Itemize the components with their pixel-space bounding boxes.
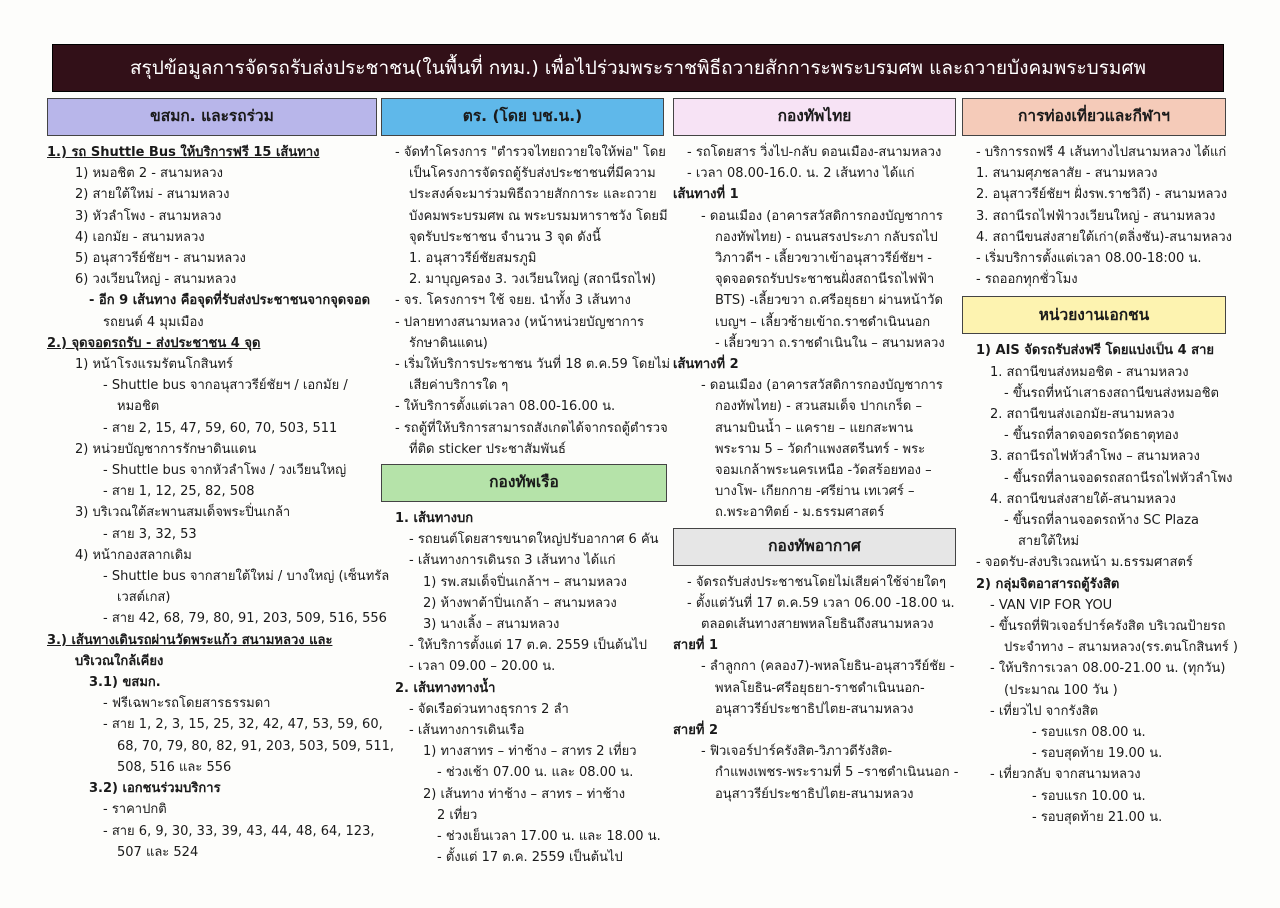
column-police-navy [381,98,671,869]
section-line: 2) เส้นทาง ท่าช้าง – สาทร – ท่าช้าง [423,786,626,802]
section-line: 3) บริเวณใต้สะพานสมเด็จพระปิ่นเกล้า [75,505,291,521]
section-line: 2. เส้นทางทางน้ำ [395,680,496,696]
section-line: 3) หัวลำโพง - สนามหลวง [75,208,222,224]
section-airforce [673,528,959,805]
section-navy [381,464,667,868]
section-bmta [47,98,395,863]
section-line: - ตั้งแต่ 17 ต.ค. 2559 เป็นต้นไป [437,850,623,866]
section-line: - VAN VIP FOR YOU [990,597,1113,613]
section-line: - ช่วงเย็นเวลา 17.00 น. และ 18.00 น. [437,829,661,845]
section-line: 1) หน้าโรงแรมรัตนโกสินทร์ [75,357,234,373]
section-line: - Shuttle bus จากสายใต้ใหม่ / บางใหญ่ (เซ็นทรัล [103,569,390,585]
section-line: - จัดเรือด่วนทางธุรการ 2 ลำ [409,701,569,717]
section-line: 5) อนุสาวรีย์ชัยฯ - สนามหลวง [75,251,246,267]
section-line: สนามบินน้ำ – แคราย – แยกสะพาน [715,420,914,436]
section-line: เป็นโครงการจัดรถตู้รับส่งประชาชนที่มีความ [409,166,656,182]
section-line: - เวลา 09.00 – 20.00 น. [409,659,556,675]
section-line: 4. สถานีขนส่งสายใต้-สนามหลวง [990,491,1176,507]
section-line: - สาย 1, 12, 25, 82, 508 [103,484,255,500]
section-line: - รอบสุดท้าย 21.00 น. [1032,809,1163,825]
section-line: 1. สนามศุภชลาสัย - สนามหลวง [976,166,1158,182]
section-line: 3. สถานีรถไฟหัวลำโพง – สนามหลวง [990,449,1200,465]
section-line: 3.1) ขสมก. [89,675,161,691]
section-line: - เที่ยวกลับ จากสนามหลวง [990,767,1141,783]
section-line: 508, 516 และ 556 [117,759,232,775]
section-line: 2) หน่วยบัญชาการรักษาดินแดน [75,441,257,457]
section-line: กองทัพไทย) - ถนนสรงประภา กลับรถไป [715,229,938,245]
section-line: - ขึ้นรถที่ลานจอดรถห้าง SC Plaza [1004,513,1199,529]
section-line: - จร. โครงการฯ ใช้ จยย. นำทั้ง 3 เส้นทาง [395,293,631,309]
section-line: เส้นทางที่ 1 [673,187,739,203]
section-line: - รอบแรก 08.00 น. [1032,725,1146,741]
section-line: พหลโยธิน-ศรีอยุธยา-ราชดำเนินนอก- [715,680,925,696]
section-line: 1. สถานีขนส่งหมอชิต - สนามหลวง [990,364,1189,380]
section-army [673,98,956,524]
section-line: 4. สถานีขนส่งสายใต้เก่า(ตลิ่งชัน)-สนามหลวง [976,229,1233,245]
section-line: 3) นางเลิ้ง – สนามหลวง [423,617,560,633]
section-line: 4) หน้ากองสลากเดิม [75,547,192,563]
section-line: - Shuttle bus จากหัวลำโพง / วงเวียนใหญ่ [103,463,347,479]
section-line: - ให้บริการเวลา 08.00-21.00 น. (ทุกวัน) [990,661,1226,677]
section-line: - ฟิวเจอร์ปาร์ครังสิต-วิภาวดีรังสิต- [701,744,893,760]
section-line: 2) ห้างพาต้าปิ่นเกล้า – สนามหลวง [423,595,617,611]
section-line: 2. อนุสาวรีย์ชัยฯ ฝั่งรพ.ราชวิถี) - สนามหลวง [976,187,1228,203]
section-line: ถ.พระอาทิตย์ - ม.ธรรมศาสตร์ [715,505,885,521]
section-line: 4) เอกมัย - สนามหลวง [75,229,205,245]
section-line: พระราม 5 – วัดกำแพงสตรีนทร์ - พระ [715,441,926,457]
section-header-police: ตร. (โดย บช.น.) [381,98,664,136]
section-line: หมอชิต [117,399,160,415]
section-line: - จัดทำโครงการ "ตำรวจไทยถวายใจให้พ่อ" โดย [395,145,666,160]
section-line: 3.) เส้นทางเดินรถผ่านวัดพระแก้ว สนามหลวง และ [47,632,333,648]
section-line: 1) AIS จัดรถรับส่งฟรี โดยแบ่งเป็น 4 สาย [976,343,1214,359]
section-line: 1. อนุสาวรีย์ชัยสมรภูมิ [409,251,537,267]
section-line: 1) ทางสาทร – ท่าช้าง – สาทร 2 เที่ยว [423,744,637,760]
section-line: - รอบสุดท้าย 19.00 น. [1032,746,1163,762]
section-header-private: หน่วยงานเอกชน [962,296,1226,334]
section-line: 68, 70, 79, 80, 82, 91, 203, 503, 509, 511, [117,738,395,754]
section-line: - เวลา 08.00-16.0. น. 2 เส้นทาง ได้แก่ [687,166,915,182]
section-header-bmta: ขสมก. และรถร่วม [47,98,377,136]
section-line: - ปลายทางสนามหลวง (หน้าหน่วยบัญชาการ [395,314,644,330]
page-title-banner [52,44,1224,92]
page-title: สรุปข้อมูลการจัดรถรับส่งประชาชน(ในพื้นที่ กทม.) เพื่อไปร่วมพระราชพิธีถวายสักการะพระบรมศพ และถวายบังคมพระบรมศพ [129,57,1147,79]
column-army-airforce [673,98,959,805]
section-line: สายที่ 2 [673,723,718,739]
section-line: - ขึ้นรถที่ฟิวเจอร์ปาร์ครังสิต บริเวณป้ายรถ [990,619,1226,635]
section-line: อนุสาวรีย์ประชาธิปไตย-สนามหลวง [715,701,914,717]
section-line: - สาย 1, 2, 3, 15, 25, 32, 42, 47, 53, 59, 60, [103,717,383,733]
section-tourism [962,98,1233,290]
section-line: จุดจอดรถรับประชาชนฝั่งสถานีรถไฟฟ้า [715,272,935,288]
section-line: อนุสาวรีย์ประชาธิปไตย-สนามหลวง [715,786,914,802]
section-line: ประสงค์จะมาร่วมพิธีถวายสักการะ และถวาย [409,187,657,203]
section-line: - ฟรีเฉพาะรถโดยสารธรรมดา [103,696,271,712]
section-line: - ตั้งแต่วันที่ 17 ต.ค.59 เวลา 06.00 -18.00 น. [687,595,955,611]
section-line: - Shuttle bus จากอนุสาวรีย์ชัยฯ / เอกมัย / [103,378,348,394]
section-line: - รถออกทุกชั่วโมง [976,272,1078,288]
section-line: 3. สถานีรถไฟฟ้าวงเวียนใหญ่ - สนามหลวง [976,208,1216,224]
column-tourism-private [962,98,1238,828]
section-line: - รอบแรก 10.00 น. [1032,788,1146,804]
section-line: - ดอนเมือง (อาคารสวัสดิการกองบัญชาการ [701,208,943,224]
section-line: - เส้นทางการเดินเรือ [409,723,525,739]
section-line: บางโพ- เกียกกาย -ศรีย่าน เทเวศร์ – [715,484,915,500]
section-line: 1. เส้นทางบก [395,511,474,527]
section-line: สายใต้ใหม่ [1018,534,1080,550]
section-line: รถยนต์ 4 มุมเมือง [103,314,204,330]
section-line: - เริ่มให้บริการประชาชน วันที่ 18 ต.ค.59 โดยไม่ [395,357,671,373]
section-line: - รถยนต์โดยสารขนาดใหญ่ปรับอากาศ 6 คัน [409,532,659,548]
section-line: - สาย 2, 15, 47, 59, 60, 70, 503, 511 [103,420,338,436]
section-line: - รถโดยสาร วิ่งไป-กลับ ดอนเมือง-สนามหลวง [687,145,942,160]
section-line: เบญฯ – เลี้ยวซ้ายเข้าถ.ราชดำเนินนอก [715,314,931,330]
section-line: - รถตู้ที่ให้บริการสามารถสังเกตได้จากรถตู้ตำรวจ [395,420,668,436]
section-line: ประจำทาง – สนามหลวง(รร.ตนโกสินทร์ ) [1004,640,1238,656]
section-line: - ราคาปกติ [103,802,167,818]
section-line: - อีก 9 เส้นทาง คือจุดที่รับส่งประชาชนจากจุดจอด [89,293,371,309]
section-line: 2.) จุดจอดรถรับ - ส่งประชาชน 4 จุด [47,335,261,351]
section-line: 2) สายใต้ใหม่ - สนามหลวง [75,187,230,203]
section-line: - จอดรับ-ส่งบริเวณหน้า ม.ธรรมศาสตร์ [976,555,1193,571]
section-header-tourism: การท่องเที่ยวและกีฬาฯ [962,98,1226,136]
section-header-navy: กองทัพเรือ [381,464,667,502]
section-line: กำแพงเพชร-พระรามที่ 5 –ราชดำเนินนอก - [715,765,959,781]
section-line: 2. สถานีขนส่งเอกมัย-สนามหลวง [990,407,1175,423]
section-line: 507 และ 524 [117,844,199,860]
section-line: 6) วงเวียนใหญ่ - สนามหลวง [75,272,237,288]
column-bmta [47,98,395,863]
section-line: - สาย 3, 32, 53 [103,526,197,542]
section-line: - จัดรถรับส่งประชาชนโดยไม่เสียค่าใช้จ่ายใดๆ [687,574,946,590]
section-header-airforce: กองทัพอากาศ [673,528,956,566]
section-line: - เที่ยวไป จากรังสิต [990,703,1099,719]
section-line: ตลอดเส้นทางสายพหลโยธินถึงสนามหลวง [701,617,934,633]
section-line: รักษาดินแดน) [409,335,488,351]
section-private [962,296,1238,828]
section-line: 2) กลุ่มจิตอาสารถตู้รังสิต [976,576,1120,592]
section-line: จุดรับประชาชน จำนวน 3 จุด ดังนี้ [409,229,601,245]
section-line: - ให้บริการตั้งแต่เวลา 08.00-16.00 น. [395,399,616,415]
section-line: 2 เที่ยว [437,807,478,823]
section-line: - ให้บริการตั้งแต่ 17 ต.ค. 2559 เป็นต้นไป [409,638,647,654]
section-line: เส้นทางที่ 2 [673,357,739,373]
section-line: 2. มาบุญครอง 3. วงเวียนใหญ่ (สถานีรถไฟ) [409,272,656,288]
section-line: 3.2) เอกชนร่วมบริการ [89,781,221,797]
section-line: - ลำลูกกา (คลอง7)-พหลโยธิน-อนุสาวรีย์ชัย - [701,659,955,675]
section-line: - เส้นทางการเดินรถ 3 เส้นทาง ได้แก่ [409,553,616,569]
section-line: เสียค่าบริการใด ๆ [409,378,509,394]
section-police [381,98,671,460]
section-line: - สาย 6, 9, 30, 33, 39, 43, 44, 48, 64, 123, [103,823,375,839]
section-line: - ขึ้นรถที่หน้าเสาธงสถานีขนส่งหมอชิต [1004,385,1219,401]
section-line: สายที่ 1 [673,638,718,654]
section-line: เวสต์เกส) [117,590,171,606]
section-header-army: กองทัพไทย [673,98,956,136]
section-line: กองทัพไทย) - สวนสมเด็จ ปากเกร็ด – [715,399,922,415]
section-line: - ขึ้นรถที่ลาดจอดรถวัดธาตุทอง [1004,428,1179,444]
section-line: ที่ติด sticker ประชาสัมพันธ์ [409,441,566,457]
section-line: วิภาวดีฯ - เลี้ยวขวาเข้าอนุสาวรีย์ชัยฯ - [715,251,933,267]
section-line: - ช่วงเช้า 07.00 น. และ 08.00 น. [437,765,634,781]
section-line: 1) หมอชิต 2 - สนามหลวง [75,166,223,182]
section-line: 1.) รถ Shuttle Bus ให้บริการฟรี 15 เส้นทาง [47,145,320,160]
section-line: BTS) -เลี้ยวขวา ถ.ศรีอยุธยา ผ่านหน้าวัด [715,293,943,309]
section-line: - เลี้ยวขวา ถ.ราชดำเนินใน – สนามหลวง [715,335,945,351]
section-line: - ขึ้นรถที่ลานจอดรถสถานีรถไฟหัวลำโพง [1004,470,1233,486]
section-line: จอมเกล้าพระนครเหนือ -วัดสร้อยทอง – [715,463,932,479]
section-line: - บริการรถฟรี 4 เส้นทางไปสนามหลวง ได้แก่ [976,145,1227,160]
section-line: บริเวณใกล้เคียง [75,653,164,669]
section-line: 1) รพ.สมเด็จปิ่นเกล้าฯ – สนามหลวง [423,574,627,590]
section-line: - สาย 42, 68, 79, 80, 91, 203, 509, 516, 556 [103,611,387,627]
section-line: - ดอนเมือง (อาคารสวัสดิการกองบัญชาการ [701,378,943,394]
section-line: บังคมพระบรมศพ ณ พระบรมมหาราชวัง โดยมี [409,208,668,224]
section-line: - เริ่มบริการตั้งแต่เวลา 08.00-18:00 น. [976,251,1202,267]
section-line: (ประมาณ 100 วัน ) [1004,682,1118,698]
